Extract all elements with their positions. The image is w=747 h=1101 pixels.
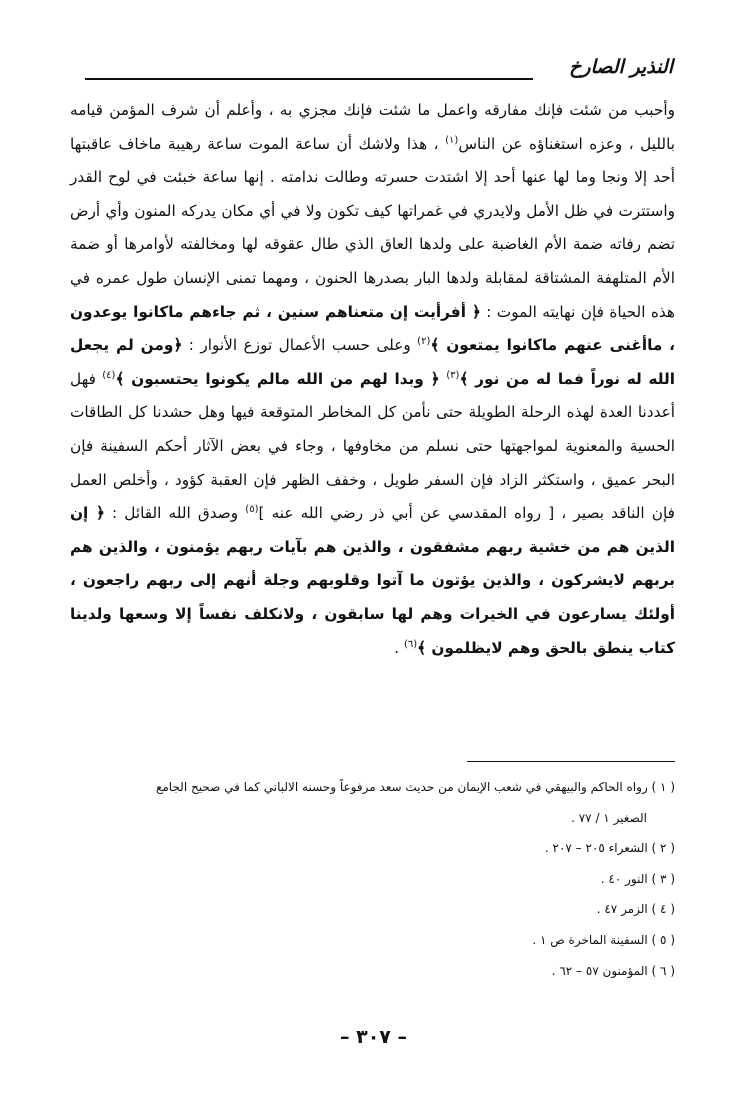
- footnote-1-continued: الصغير ١ / ٧٧ .: [571, 810, 647, 825]
- main-paragraph: [70, 94, 675, 665]
- footnote-2: ( ٢ ) الشعراء ٢٠٥ – ٢٠٧ .: [544, 841, 675, 856]
- footnote-1: ( ١ ) رواه الحاكم والبيهقي في شعب الإيمان من حديث سعد مرفوعاً وحسنه الالباني كما في صحيح الجامع: [155, 780, 675, 794]
- footnote-ref-4: (٤): [102, 369, 116, 381]
- footnote-separator: [467, 761, 675, 762]
- footnote-6: ( ٦ ) المؤمنون ٥٧ – ٦٢ .: [551, 963, 675, 978]
- running-header: [85, 52, 673, 92]
- footnote-ref-2: (٢): [417, 336, 431, 348]
- footnote-ref-6: (٦): [403, 638, 418, 650]
- main-text: [70, 94, 675, 665]
- footnotes: [70, 772, 675, 986]
- footnote-5: ( ٥ ) السفينة الماخرة ص ١ .: [532, 932, 675, 947]
- footnote-4: ( ٤ ) الزمر ٤٧ .: [596, 902, 675, 917]
- text-segment-4: فهل أعددنا العدة لهذه الرحلة الطويلة حتى نأمن كل المخاطر المتوقعة فيها وهل حشدنا كل الطاقات الحسية والمعنوية لمواجهتها حتى نسلم من مخاوفها ، وجاء في بعض الآثار أحكم السفينة فإن البحر عميق ، واستكثر الزاد فإن السفر طويل ، وخفف الظهر فإن العقبة كؤود ، وأخلص العمل فإن الناقد بصير ، [ رواه المقدسي عن أبي ذر رضي الله عنه ]: [70, 369, 675, 523]
- footnote-ref-1: (١): [445, 134, 459, 146]
- text-segment-5: وصدق الله القائل :: [104, 504, 246, 523]
- footnote-ref-3: (٣): [446, 369, 460, 381]
- text-segment-6: .: [394, 638, 404, 657]
- quran-quote-muminun: ﴿ إن الذين هم من خشية ربهم مشفقون ، والذين هم بآيات ربهم يؤمنون ، والذين هم بربهم لايشركون ، والذين يؤتون ما آتوا وقلوبهم وجلة أنهم إلى ربهم راجعون ، أولئك يسارعون في الخيرات وهم لها سابقون ، ولانكلف نفساً إلا وسعها ولدينا كتاب ينطق بالحق وهم لايظلمون ﴾: [70, 504, 675, 657]
- text-segment-2: ، هذا ولاشك أن ساعة الموت ساعة رهيبة ماخاف عاقبتها أحد إلا ونجا وما لها عنها أحد إلا اشتدت حسرته وطالت ندامته . إنها ساعة خبئت في لوح القدر واستترت في ظل الأمل ولايدري في غمراتها كيف تكون ولا في أي مكان يدركه المنون وأي أرض تضم رفاته ضمة الأم الغاضبة على ولدها العاق الذي طال عقوقه لها ومخالفته لأوامرها أو ضمة الأم المتلهفة المشتاقة لمقابلة ولدها البار بصدرها الحنون ، ومهما تمنى الإنسان طول عمره في هذه الحياة فإن نهايته الموت :: [70, 134, 675, 321]
- quran-quote-zumar: ﴿ وبدا لهم من الله مالم يكونوا يحتسبون ﴾: [115, 369, 447, 388]
- quran-quote-shuara: ﴿ أفرأيت إن متعناهم سنين ، ثم جاءهم ماكانوا يوعدون ، ماأغنى عنهم ماكانوا يمتعون ﴾: [70, 302, 675, 355]
- page-number: – ٣٠٧ –: [339, 1026, 408, 1048]
- header-rule: [85, 78, 533, 80]
- footnote-3: ( ٣ ) النور ٤٠ .: [600, 871, 675, 886]
- text-segment-1: وأحبب من شئت فإنك مفارقه واعمل ما شئت فإنك مجزي به ، وأعلم أن شرف المؤمن قيامه بالليل ، وعزه استغناؤه عن الناس: [70, 101, 676, 153]
- footnote-ref-5: (٥): [245, 504, 259, 516]
- running-header-title: النذير الصارخ: [569, 56, 673, 78]
- text-segment-3: وعلى حسب الأعمال توزع الأنوار :: [182, 336, 418, 355]
- quran-quote-nur: ﴿ومن لم يجعل الله له نوراً فما له من نور ﴾: [70, 336, 675, 388]
